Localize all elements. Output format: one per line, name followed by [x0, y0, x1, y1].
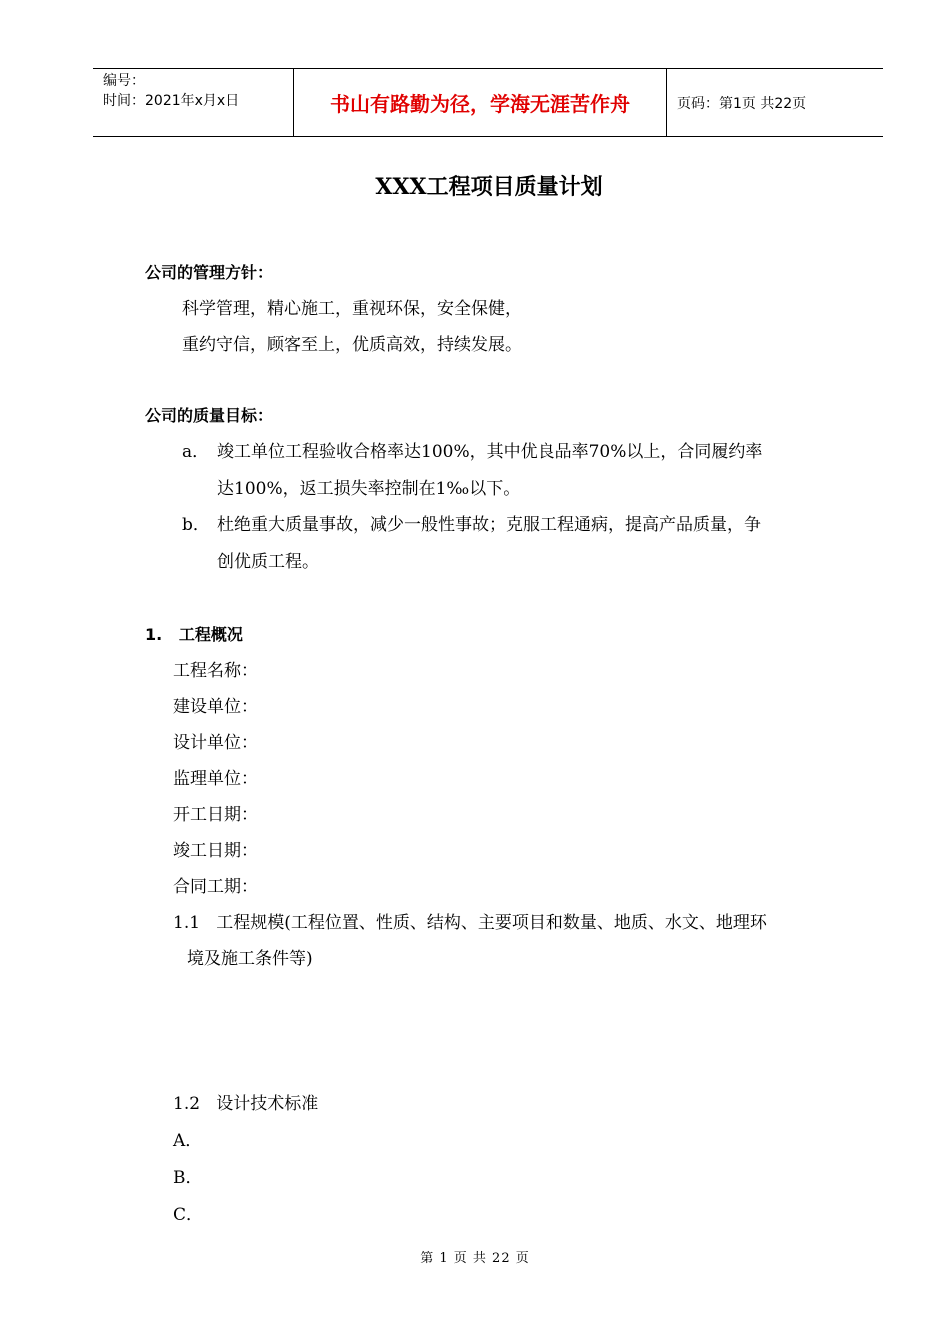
header-table	[93, 68, 883, 137]
goals-heading: 公司的质量目标：	[145, 406, 274, 425]
document-title: XXX工程项目质量计划	[375, 174, 603, 200]
goal-a-line-1: 竣工单位工程验收合格率达100%，其中优良品率70%以上，合同履约率	[217, 442, 763, 462]
policy-line-1: 科学管理，精心施工，重视环保，安全保健，	[182, 299, 522, 319]
subsection-1-2: 1.2 设计技术标准	[173, 1094, 319, 1114]
field-owner: 建设单位：	[173, 697, 258, 717]
subsection-1-1-line-2: 境及施工条件等)	[187, 949, 313, 969]
policy-line-2: 重约守信，顾客至上，优质高效，持续发展。	[182, 335, 522, 355]
field-completion-date: 竣工日期：	[173, 841, 258, 861]
header-meta	[93, 69, 294, 136]
goal-a-marker: a．	[182, 442, 210, 462]
field-supervisor: 监理单位：	[173, 769, 258, 789]
standard-item-c: C．	[173, 1205, 204, 1225]
standard-item-b: B．	[173, 1168, 203, 1188]
goal-b-line-2: 创优质工程。	[217, 552, 319, 572]
subsection-1-1-line-1: 1.1 工程规模(工程位置、性质、结构、主要项目和数量、地质、水文、地理环	[173, 913, 767, 933]
section-1-heading: 1. 工程概况	[145, 625, 243, 644]
goal-a-line-2: 达100%，返工损失率控制在1‰以下。	[217, 479, 521, 499]
header-page-label: 页码：第1页 共22页	[677, 95, 807, 112]
code-label: 编号：	[103, 73, 145, 89]
page-footer: 第 1 页 共 22 页	[420, 1251, 530, 1266]
goal-b-marker: b．	[182, 515, 210, 535]
goal-b-line-1: 杜绝重大质量事故，减少一般性事故；克服工程通病，提高产品质量，争	[217, 515, 761, 535]
header-motto: 书山有路勤为径，学海无涯苦作舟	[294, 69, 667, 136]
field-start-date: 开工日期：	[173, 805, 258, 825]
standard-item-a: A．	[173, 1131, 203, 1151]
field-designer: 设计单位：	[173, 733, 258, 753]
time-label: 时间：2021年x月x日	[103, 93, 240, 109]
field-contract-period: 合同工期：	[173, 877, 258, 897]
policy-heading: 公司的管理方针：	[145, 263, 274, 282]
field-project-name: 工程名称：	[173, 661, 258, 681]
